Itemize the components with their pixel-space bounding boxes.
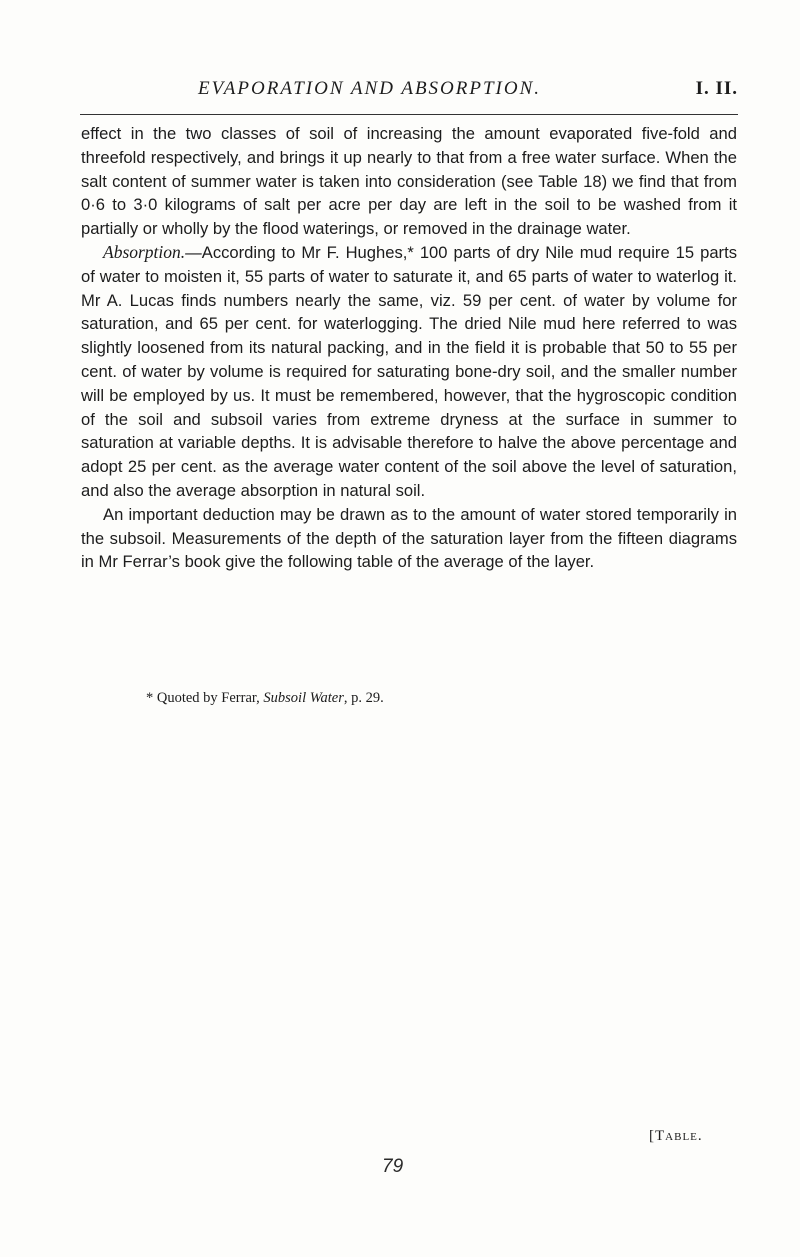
paragraph-evaporation-continued: [81, 122, 737, 241]
paragraph-text: —According to Mr F. Hughes,* 100 parts of dry Nile mud require 15 parts of water to moisten it, 55 parts of water to saturate it, and 65 parts of water to waterlog it. Mr A. Lucas finds numbers nearly the same, viz. 59 per cent. of water by volume for saturation, and 65 per cent. for waterlogging. The dried Nile mud here referred to was slightly loosened from its natural packing, and in the field it is probable that 50 to 55 per cent. of water by volume is required for saturating bone-dry soil, and the smaller number will be employed by us. It must be remembered, however, that the hygroscopic condition of the soil and subsoil varies from extreme dryness at the surface in summer to saturation at variable depths. It is advisable therefore to halve the above percentage and adopt 25 per cent. as the average water content of the soil above the level of saturation, and also the average absorption in natural soil.: [81, 242, 737, 500]
paragraph-text: An important deduction may be drawn as to the amount of water stored temporarily in the subsoil. Measurements of the depth of the saturation layer from the fifteen diagrams in Mr Ferrar’s book give the following table of the average of the layer.: [81, 504, 737, 572]
header-rule: [80, 114, 738, 115]
paragraph-absorption: [81, 241, 737, 503]
footnote-prefix: * Quoted by Ferrar,: [146, 690, 264, 706]
section-lead-absorption: Absorption.: [103, 241, 186, 262]
body-text: [81, 122, 737, 574]
catchword-text: Table.: [655, 1128, 703, 1144]
running-title: EVAPORATION AND ABSORPTION.: [198, 78, 542, 99]
footnote-book-title: Subsoil Water: [263, 690, 344, 706]
catchword-bracket: [: [649, 1128, 655, 1144]
paragraph-text: effect in the two classes of soil of increasing the amount evaporated five-fold and threefold respectively, and brings it up nearly to that from a free water surface. When the salt content of summer water is taken into consideration (see Table 18) we find that from 0·6 to 3·0 kilograms of salt per acre per day are left in the soil to be washed from it partially or wholly by the flood waterings, or removed in the drainage water.: [81, 124, 737, 239]
page-number: 79: [382, 1156, 404, 1177]
running-head: [198, 78, 738, 104]
footnote: [146, 690, 384, 707]
footnote-suffix: , p. 29.: [343, 690, 384, 706]
chapter-reference: I. II.: [695, 78, 738, 99]
catchword: [649, 1128, 703, 1145]
paragraph-deduction: [81, 503, 737, 574]
